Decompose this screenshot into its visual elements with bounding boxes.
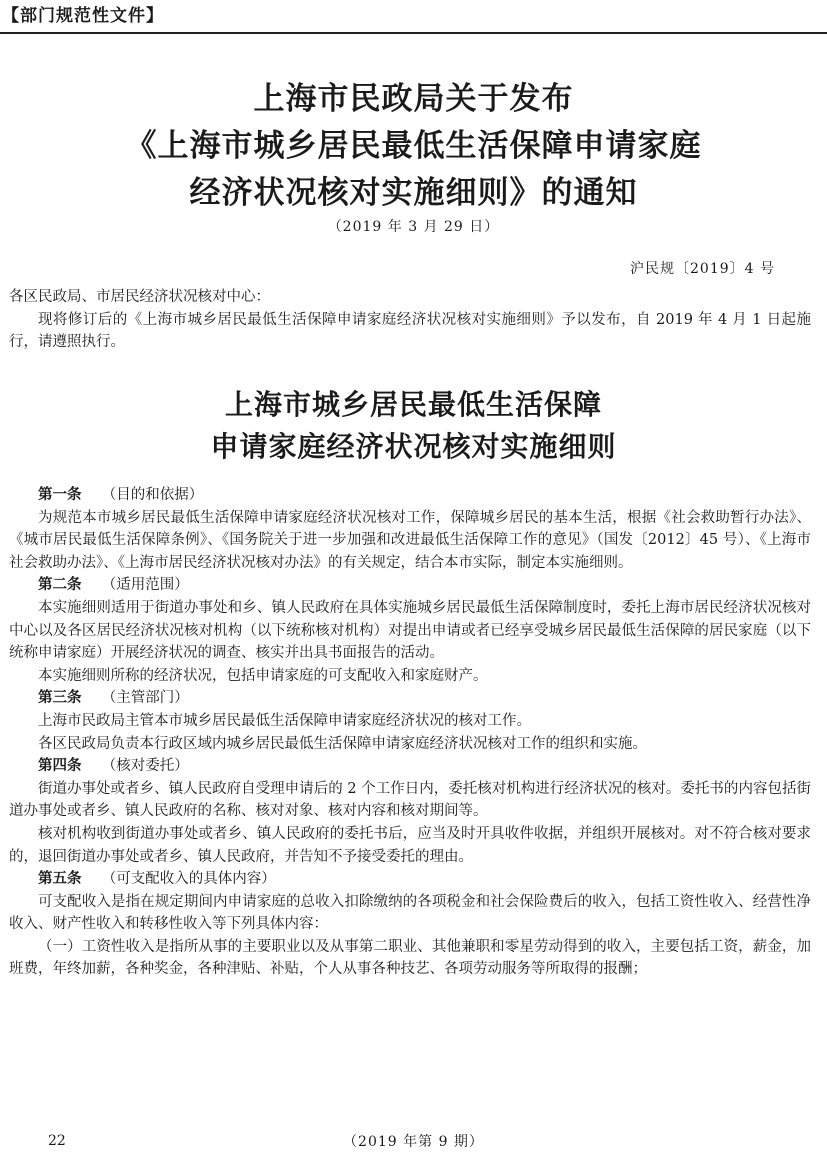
notice-title-line: 《上海市城乡居民最低生活保障申请家庭 — [125, 128, 702, 164]
article-label: 第五条 — [38, 870, 82, 888]
article-heading — [9, 484, 811, 507]
page-number: 22 — [48, 1133, 66, 1149]
article-label: 第三条 — [38, 689, 82, 707]
article-heading — [9, 687, 811, 710]
article-title: （目的和依据） — [101, 487, 204, 503]
notice-paragraph: 现将修订后的《上海市城乡居民最低生活保障申请家庭经济状况核对实施细则》予以发布，自 2019 年 4 月 1 日起施行，请遵照执行。 — [9, 311, 811, 351]
notice-recipients: 各区民政局、市居民经济状况核对中心： — [9, 289, 270, 305]
article-paragraph: 各区民政局负责本行政区域内城乡居民最低生活保障申请家庭经济状况核对工作的组织和实施。 — [38, 735, 647, 752]
article-heading — [9, 755, 811, 778]
issue-label: （2019 年第 9 期） — [343, 1134, 484, 1150]
regulation-title-line: 申请家庭经济状况核对实施细则 — [210, 430, 617, 463]
article-label: 第二条 — [38, 576, 82, 594]
article-title: （主管部门） — [101, 690, 189, 707]
article-paragraph: 上海市民政局主管本市城乡居民最低生活保障申请家庭经济状况的核对工作。 — [38, 712, 531, 729]
article-title: （适用范围） — [101, 577, 189, 594]
notice-title — [0, 76, 827, 237]
article-paragraph: 为规范本市城乡居民最低生活保障申请家庭经济状况核对工作，保障城乡居民的基本生活，根据《社会救助暂行办法》、《城市居民最低生活保障条例》、《国务院关于进一步加强和改进最低生活保障工作的意见》（国发〔2012〕45 号）、《上海市社会救助办法》、《上海市居民经济状况核对办法》的有关规定，结合本市实际，制定本实施细则。 — [9, 509, 811, 571]
article-paragraph: 核对机构收到街道办事处或者乡、镇人民政府的委托书后，应当及时开具收件收据，并组织开展核对。对不符合核对要求的，退回街道办事处或者乡、镇人民政府，并告知不予接受委托的理由。 — [9, 825, 811, 865]
article-label: 第四条 — [38, 757, 82, 775]
header-rule — [0, 32, 827, 34]
article-title: （可支配收入的具体内容） — [101, 871, 276, 888]
notice-date: （2019 年 3 月 29 日） — [327, 219, 500, 235]
article-paragraph: 本实施细则适用于街道办事处和乡、镇人民政府在具体实施城乡居民最低生活保障制度时，委托上海市居民经济状况核对中心以及各区居民经济状况核对机构（以下统称核对机构）对提出申请或者已经享受城乡居民最低生活保障的居民家庭（以下统称申请家庭）开展经济状况的调查、核实并出具书面报告的活动。 — [9, 599, 811, 662]
article-paragraph: （一）工资性收入是指所从事的主要职业以及从事第二职业、其他兼职和零星劳动得到的收入，主要包括工资，薪金，加班费，年终加薪，各种奖金，各种津贴、补贴，个人从事各种技艺、各项劳动服务等所取得的报酬； — [9, 938, 811, 978]
notice-body — [9, 286, 811, 354]
article-title: （核对委托） — [101, 758, 189, 775]
article-paragraph: 本实施细则所称的经济状况，包括申请家庭的可支配收入和家庭财产。 — [38, 667, 488, 684]
article-paragraph: 街道办事处或者乡、镇人民政府自受理申请后的 2 个工作日内，委托核对机构进行经济状况的核对。委托书的内容包括街道办事处或者乡、镇人民政府的名称、核对对象、核对内容和核对期间等。 — [9, 780, 811, 820]
notice-title-line: 上海市民政局关于发布 — [253, 81, 574, 117]
article-label: 第一条 — [38, 486, 82, 503]
regulation-title-line: 上海市城乡居民最低生活保障 — [224, 388, 602, 421]
article-paragraph: 可支配收入是指在规定期间内申请家庭的总收入扣除缴纳的各项税金和社会保险费后的收入，包括工资性收入、经营性净收入、财产性收入和转移性收入等下列具体内容： — [9, 893, 811, 933]
regulation-title — [0, 384, 827, 468]
notice-title-line: 经济状况核对实施细则》的通知 — [189, 175, 638, 211]
document-number: 沪民规〔2019〕4 号 — [630, 261, 775, 277]
regulation-body — [9, 484, 811, 981]
article-heading — [9, 868, 811, 891]
article-heading — [9, 574, 811, 597]
section-tag: 【部门规范性文件】 — [2, 6, 164, 26]
